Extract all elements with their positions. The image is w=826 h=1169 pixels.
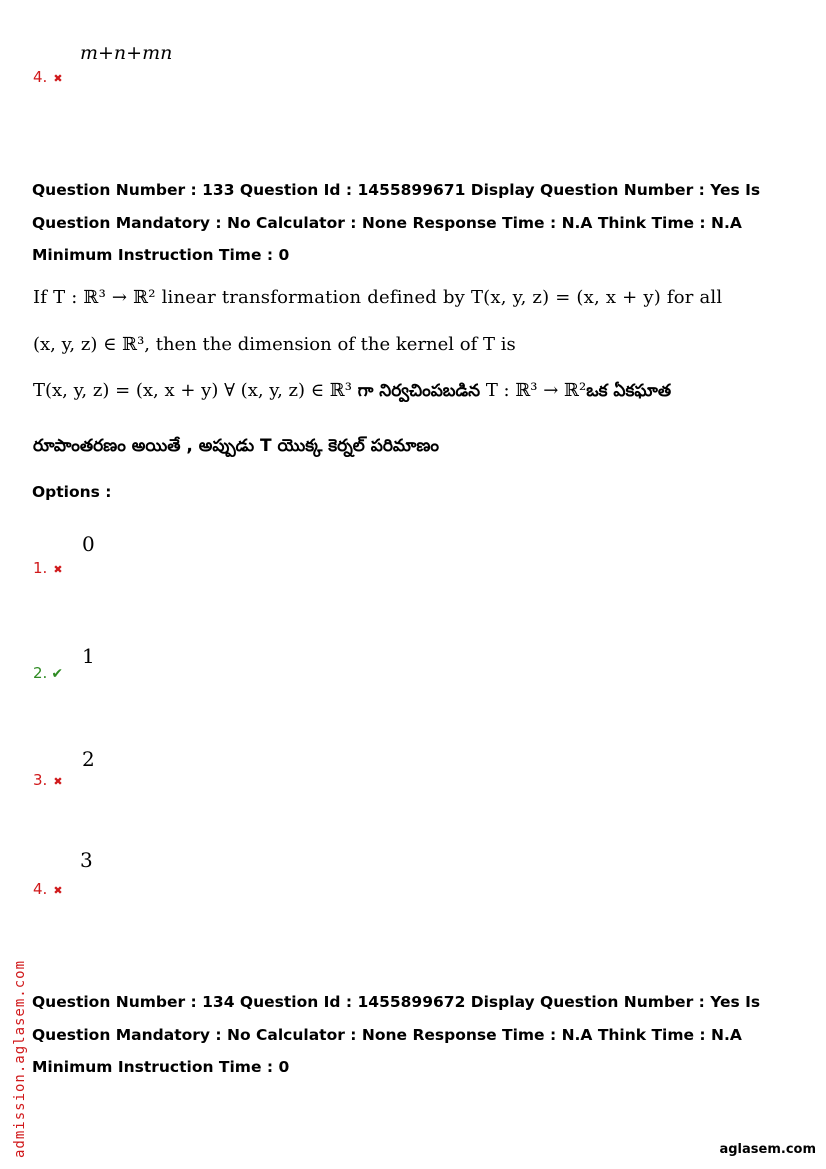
option-1-value: 0 [82, 532, 95, 556]
watermark [0, 948, 28, 1158]
options-label: Options : [32, 483, 112, 501]
option-1-number: 1. [33, 559, 48, 577]
prev-option-4 [33, 68, 63, 86]
prev-option-4-number: 4. [33, 68, 48, 86]
option-2 [33, 664, 63, 682]
watermark-text: admission.aglasem.com [12, 959, 28, 1158]
question-133-stem-te-line2: రూపాంతరణం అయితే , అప్పుడు T యొక్క కెర్నల్ పరిమాణం [33, 436, 440, 456]
option-1 [33, 559, 63, 577]
option-3-value: 2 [82, 747, 95, 771]
check-icon: ✔ [51, 666, 64, 682]
question-133-stem-en-line2: (x, y, z) ∈ ℝ³, then the dimension of the kernel of T is [33, 334, 516, 355]
question-133-meta: Question Number : 133 Question Id : 1455899671 Display Question Number : Yes Is Question Mandatory : No Calculator : None Response Time : N.A Think Time : N.A Minimum Instruction Time : 0 [32, 181, 761, 264]
cross-icon: ✖ [53, 884, 63, 897]
footer-site-name: aglasem.com [719, 1142, 816, 1157]
option-4-value: 3 [80, 848, 93, 872]
option-4-number: 4. [33, 880, 48, 898]
prev-option-4-value: m+n+mn [80, 42, 173, 64]
cross-icon: ✖ [53, 775, 63, 788]
stem-te-text-1: గా నిర్వచింపబడిన [357, 381, 481, 401]
stem-te-math-1: T(x, y, z) = (x, x + y) ∀ (x, y, z) ∈ ℝ³ [33, 380, 352, 401]
option-3 [33, 771, 63, 789]
option-2-value: 1 [82, 644, 95, 668]
question-134-meta: Question Number : 134 Question Id : 1455899672 Display Question Number : Yes Is Question Mandatory : No Calculator : None Response Time : N.A Think Time : N.A Minimum Instruction Time : 0 [32, 993, 761, 1076]
cross-icon: ✖ [53, 563, 63, 576]
stem-te-math-2: T : ℝ³ → ℝ² [485, 380, 587, 401]
option-3-number: 3. [33, 771, 48, 789]
stem-te-text-2: ఒక ఏకఘాత [586, 381, 672, 401]
question-133-stem-en-line1: If T : ℝ³ → ℝ² linear transformation defined by T(x, y, z) = (x, x + y) for all [33, 287, 723, 308]
cross-icon: ✖ [53, 72, 63, 85]
option-4 [33, 880, 63, 898]
question-133-stem-te-line1 [33, 380, 671, 405]
option-2-number: 2. [33, 664, 48, 682]
